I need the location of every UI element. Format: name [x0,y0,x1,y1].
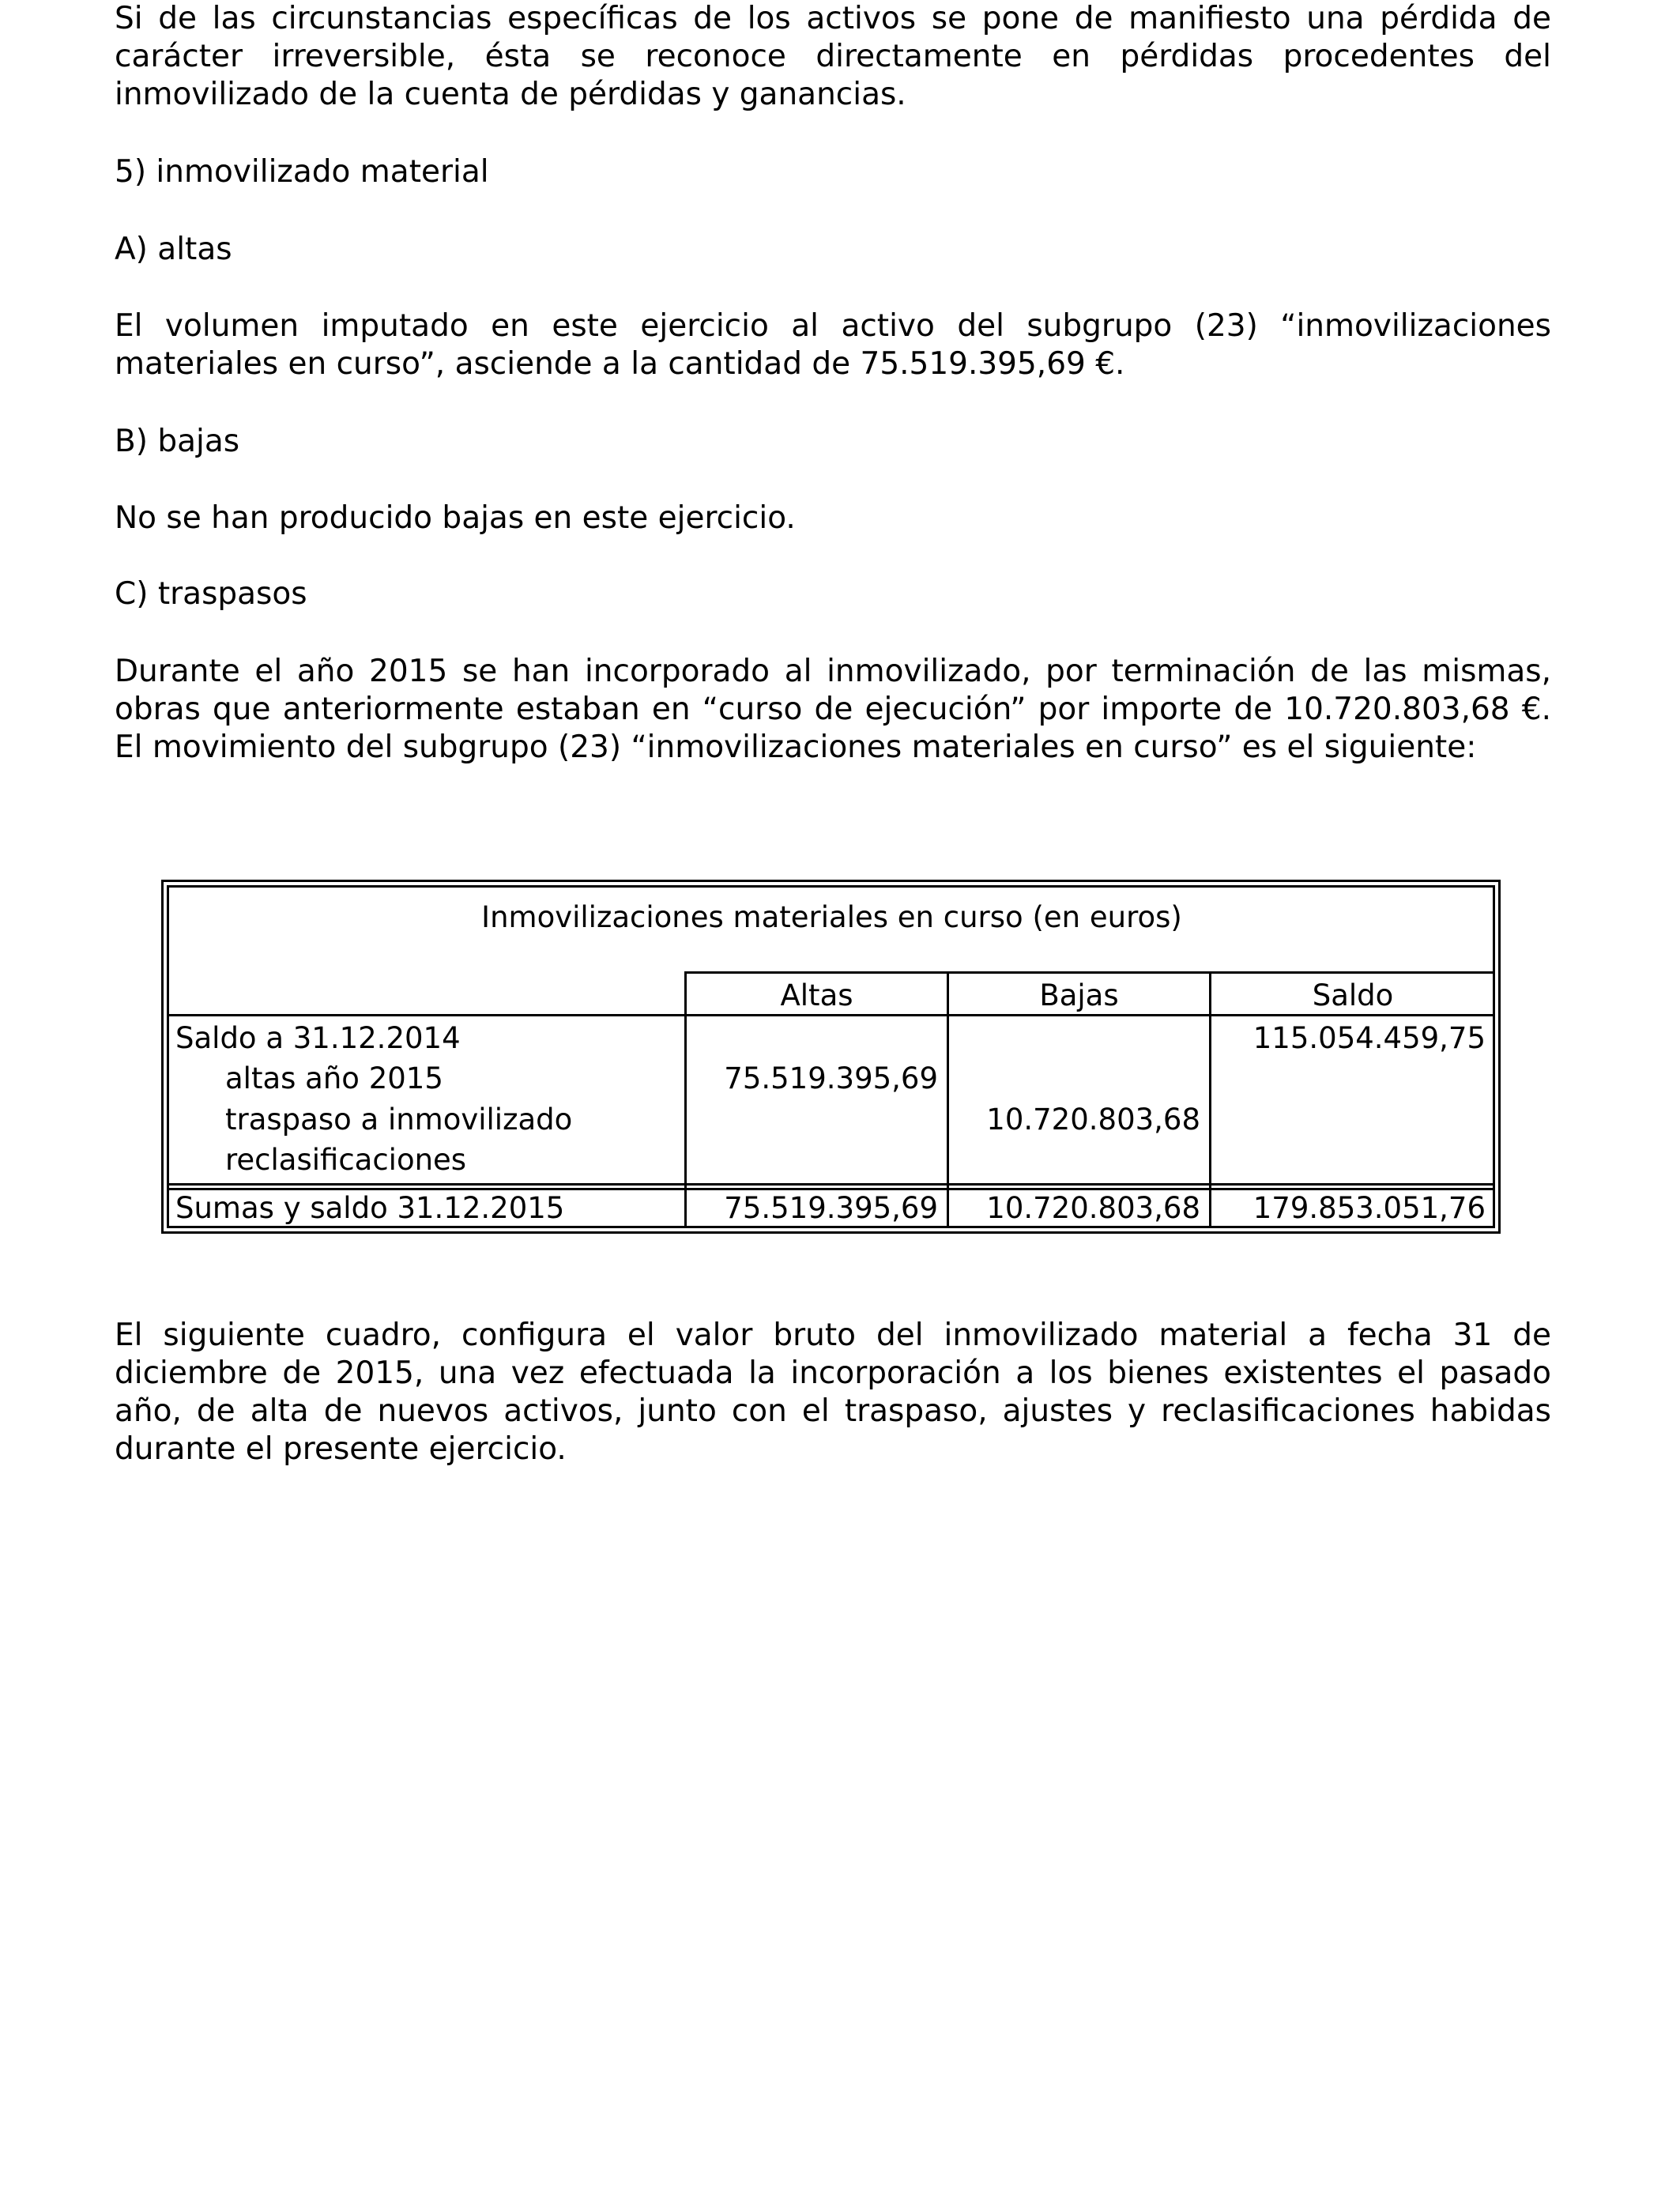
heading-bajas: B) bajas [115,424,240,459]
heading-inmovilizado-material: 5) inmovilizado material [115,154,489,190]
row-label-altas-2015: altas año 2015 [225,1061,443,1095]
table-rule-under-title [684,971,1494,974]
column-header-bajas: Bajas [1039,978,1119,1012]
cell-saldo-2014: 115.054.459,75 [1252,1021,1486,1055]
inmovilizaciones-table-inner [167,885,1495,1228]
table-rule-above-total-1 [169,1183,1494,1186]
paragraph-no-bajas: No se han producido bajas en este ejercicio. [115,500,796,536]
inmovilizaciones-table [161,880,1501,1234]
table-rule-above-total-2 [169,1188,1494,1190]
heading-traspasos: C) traspasos [115,576,307,612]
total-bajas: 10.720.803,68 [986,1191,1200,1225]
row-label-saldo-2014: Saldo a 31.12.2014 [175,1021,461,1055]
paragraph-siguiente-cuadro: El siguiente cuadro, configura el valor bruto del inmovilizado material a fecha 31 de diciembre de 2015, una vez efectuada la incorporación a los bienes existentes el pasado año, de alta de nuevos activos, junto con el traspaso, ajustes y reclasificaciones habidas durante el presente ejercicio. [115,1318,1551,1467]
heading-altas: A) altas [115,232,232,267]
cell-altas-2015: 75.519.395,69 [724,1061,938,1095]
cell-traspaso-bajas: 10.720.803,68 [986,1103,1200,1137]
paragraph-perdida-irreversible: Si de las circunstancias específicas de los activos se pone de manifiesto una pérdida de carácter irreversible, ésta se reconoce directamente en pérdidas procedentes del inmovilizado de la cuenta de pérdidas y ganancias. [115,1,1551,112]
total-saldo: 179.853.051,76 [1252,1191,1486,1225]
column-header-saldo: Saldo [1312,978,1394,1012]
paragraph-traspasos: Durante el año 2015 se han incorporado al inmovilizado, por terminación de las mismas, obras que anteriormente estaban en “curso de ejecución” por importe de 10.720.803,68 €. El movimiento del subgrupo (23) “inmovilizaciones materiales en curso” es el siguiente: [115,654,1551,765]
table-title: Inmovilizaciones materiales en curso (en euros) [481,900,1182,934]
paragraph-volumen-imputado: El volumen imputado en este ejercicio al activo del subgrupo (23) “inmovilizaciones materiales en curso”, asciende a la cantidad de 75.519.395,69 €. [115,308,1551,382]
column-header-altas: Altas [780,978,853,1012]
total-label: Sumas y saldo 31.12.2015 [175,1191,565,1225]
table-rule-under-header [169,1014,1494,1016]
row-label-reclasificaciones: reclasificaciones [225,1143,467,1177]
row-label-traspaso: traspaso a inmovilizado [225,1103,573,1137]
total-altas: 75.519.395,69 [724,1191,938,1225]
